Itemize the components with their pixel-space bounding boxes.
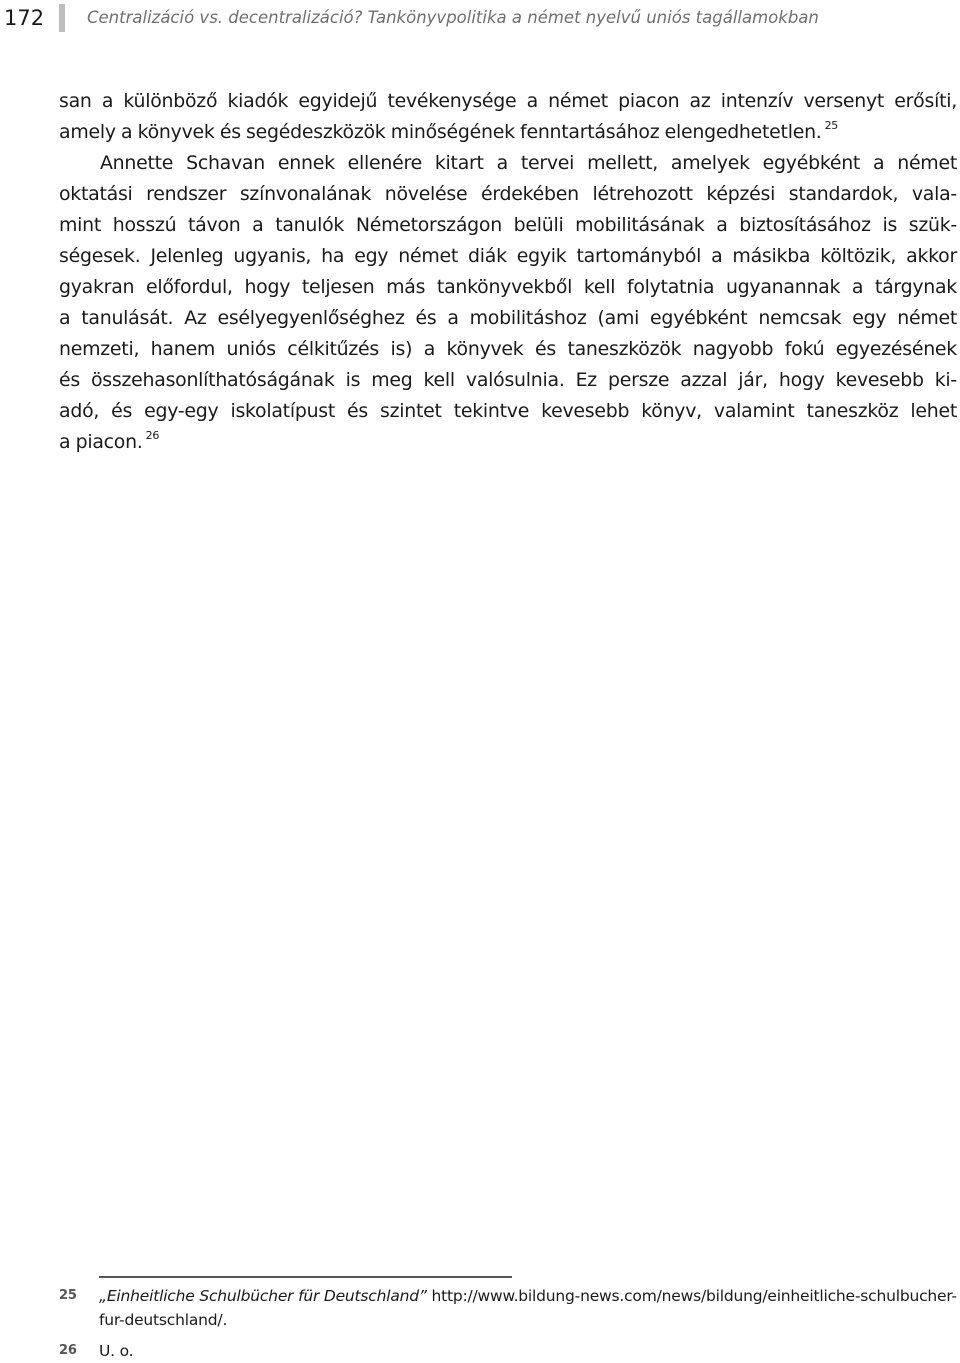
note-ref-25[interactable]: 25 <box>824 118 839 132</box>
body-line-text: a piacon. <box>59 431 143 453</box>
footnote-26 <box>59 1339 959 1363</box>
footnote-link-cont[interactable]: fur-deutschland/. <box>99 1311 228 1329</box>
paragraph-2 <box>59 148 957 458</box>
paragraph-1 <box>59 86 957 148</box>
footnote-link[interactable]: http://www.bildung-news.com/news/bildung/einheitliche-schulbucher- <box>426 1287 957 1305</box>
body-line: ségesek. Jelenleg ugyanis, ha egy német diák egyik tartományból a másikba költözik, akkor <box>59 245 957 267</box>
body-line: nemzeti, hanem uniós célkitűzés is) a könyvek és taneszközök nagyobb fokú egyezésének <box>59 338 957 360</box>
footnote-number: 25 <box>59 1288 77 1303</box>
body-line: Annette Schavan ennek ellenére kitart a tervei mellett, amelyek egyébként a német <box>100 152 957 174</box>
body-line: san a különböző kiadók egyidejű tevékenysége a német piacon az intenzív versenyt erősíti, <box>59 90 957 112</box>
footnote-text <box>99 1284 959 1332</box>
body-line <box>59 117 957 148</box>
note-ref-26[interactable]: 26 <box>145 428 160 442</box>
header-bar <box>59 4 65 32</box>
body-text <box>59 86 957 458</box>
footnote-rule <box>99 1276 512 1278</box>
footnote-text: U. o. <box>99 1342 134 1360</box>
footnote-25 <box>59 1284 959 1332</box>
body-line: gyakran előfordul, hogy teljesen más tankönyvekből kell folytatnia ugyanannak a tárgynak <box>59 276 957 298</box>
body-line: és összehasonlíthatóságának is meg kell valósulnia. Ez persze azzal jár, hogy kevesebb ki- <box>59 369 957 391</box>
body-line-text: amely a könyvek és segédeszközök minőségének fenntartásához elengedhetetlen. <box>59 121 822 143</box>
body-line: adó, és egy-egy iskolatípust és szintet tekintve kevesebb könyv, valamint taneszköz lehet <box>59 400 957 422</box>
running-title: Centralizáció vs. decentralizáció? Tankönyvpolitika a német nyelvű uniós tagállamokban <box>87 8 819 27</box>
body-line: a tanulását. Az esélyegyenlőséghez és a mobilitáshoz (ami egyébként nemcsak egy német <box>59 307 957 329</box>
page-number: 172 <box>4 6 45 30</box>
footnote-title: „Einheitliche Schulbücher für Deutschland” <box>99 1287 427 1305</box>
body-line: oktatási rendszer színvonalának növelése érdekében létrehozott képzési standardok, vala- <box>59 183 957 205</box>
footnote-number: 26 <box>59 1343 77 1358</box>
body-line: mint hosszú távon a tanulók Németországon belüli mobilitásának a biztosításához is szük- <box>59 214 957 236</box>
body-line <box>59 427 957 458</box>
